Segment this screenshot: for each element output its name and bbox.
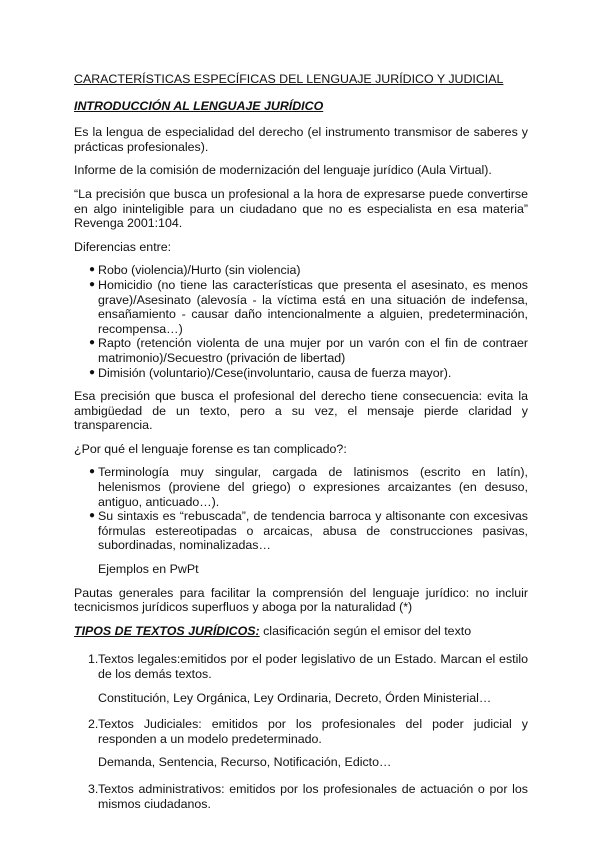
reasons-list	[74, 465, 528, 553]
guidelines-paragraph: Pautas generales para facilitar la comprensión del lenguaje jurídico: no incluir tecnicismos jurídicos superfluos y aboga por la naturalidad (*)	[74, 585, 528, 615]
quote-paragraph: “La precisión que busca un profesional a la hora de expresarse puede convertirse en algo ininteligible para un ciudadano que no es especialista en esa materia” Revenga 2001:104.	[74, 186, 528, 231]
intro-paragraph: Es la lengua de especialidad del derecho (el instrumento transmisor de saberes y prácticas profesionales).	[74, 125, 528, 154]
type-examples: Constitución, Ley Orgánica, Ley Ordinaria, Decreto, Órden Ministerial…	[98, 690, 492, 705]
examples-note: Ejemplos en PwPt	[98, 562, 199, 577]
bullet-icon: ●	[89, 264, 96, 276]
list-item	[74, 717, 528, 770]
reason-text: Terminología muy singular, cargada de latinismos (escrito en latín), helenismos (proviene del griego) o expresiones arcaizantes (en desuso, antiguo, anticuado…).	[98, 465, 528, 509]
types-heading-rest: clasificación según el emisor del texto	[259, 623, 472, 638]
list-item	[74, 263, 528, 278]
differences-label: Diferencias entre:	[74, 239, 172, 254]
item-number: 2.	[88, 717, 99, 732]
types-list	[74, 652, 528, 811]
precision-paragraph: Esa precisión que busca el profesional del derecho tiene consecuencia: evita la ambigüedad de un texto, pero a su vez, el mensaje pierde claridad y transparencia.	[74, 389, 528, 433]
list-item	[74, 509, 528, 553]
document-title: CARACTERÍSTICAS ESPECÍFICAS DEL LENGUAJE JURÍDICO Y JUDICIAL	[74, 72, 504, 86]
differences-list	[74, 263, 528, 380]
bullet-icon: ●	[89, 510, 96, 522]
bullet-icon: ●	[89, 466, 96, 478]
type-text: Textos legales:emitidos por el poder legislativo de un Estado. Marcan el estilo de los demás textos.	[98, 652, 528, 681]
document-page	[74, 72, 528, 823]
list-item	[74, 782, 528, 811]
types-heading-line	[74, 624, 528, 639]
reason-text: Su sintaxis es “rebuscada”, de tendencia barroca y altisonante con excesivas fórmulas estereotipadas o arcaicas, abusa de construcciones pasivas, subordinadas, nominalizadas…	[98, 509, 528, 553]
bullet-icon: ●	[89, 278, 96, 290]
list-item	[74, 336, 528, 365]
difference-text: Robo (violencia)/Hurto (sin violencia)	[98, 263, 301, 278]
types-heading: TIPOS DE TEXTOS JURÍDICOS:	[74, 623, 260, 638]
list-item	[74, 465, 528, 509]
report-paragraph: Informe de la comisión de modernización del lenguaje jurídico (Aula Virtual).	[74, 163, 492, 178]
intro-heading: INTRODUCCIÓN AL LENGUAJE JURÍDICO	[74, 98, 324, 113]
bullet-icon: ●	[89, 366, 96, 378]
difference-text: Dimisión (voluntario)/Cese(involuntario, causa de fuerza mayor).	[98, 365, 452, 380]
list-item	[74, 366, 528, 381]
list-item	[74, 278, 528, 336]
difference-text: Homicidio (no tiene las características que presenta el asesinato, es menos grave)/Asesinato (alevosía - la víctima está en una situación de indefensa, ensañamiento - causar daño intencionalmente a alguien, predeterminación, recompensa…)	[98, 277, 528, 336]
difference-text: Rapto (retención violenta de una mujer por un varón con el fin de contraer matrimonio)/Secuestro (privación de libertad)	[98, 336, 528, 365]
bullet-icon: ●	[89, 337, 96, 349]
type-text: Textos Judiciales: emitidos por los profesionales del poder judicial y responden a un modelo predeterminado.	[98, 717, 528, 746]
item-number: 1.	[88, 652, 99, 667]
item-number: 3.	[88, 781, 99, 796]
type-text: Textos administrativos: emitidos por los profesionales de actuación o por los mismos ciudadanos.	[98, 781, 528, 811]
list-item	[74, 652, 528, 705]
type-examples: Demanda, Sentencia, Recurso, Notificación, Edicto…	[98, 755, 392, 770]
question-paragraph: ¿Por qué el lenguaje forense es tan complicado?:	[74, 441, 347, 456]
